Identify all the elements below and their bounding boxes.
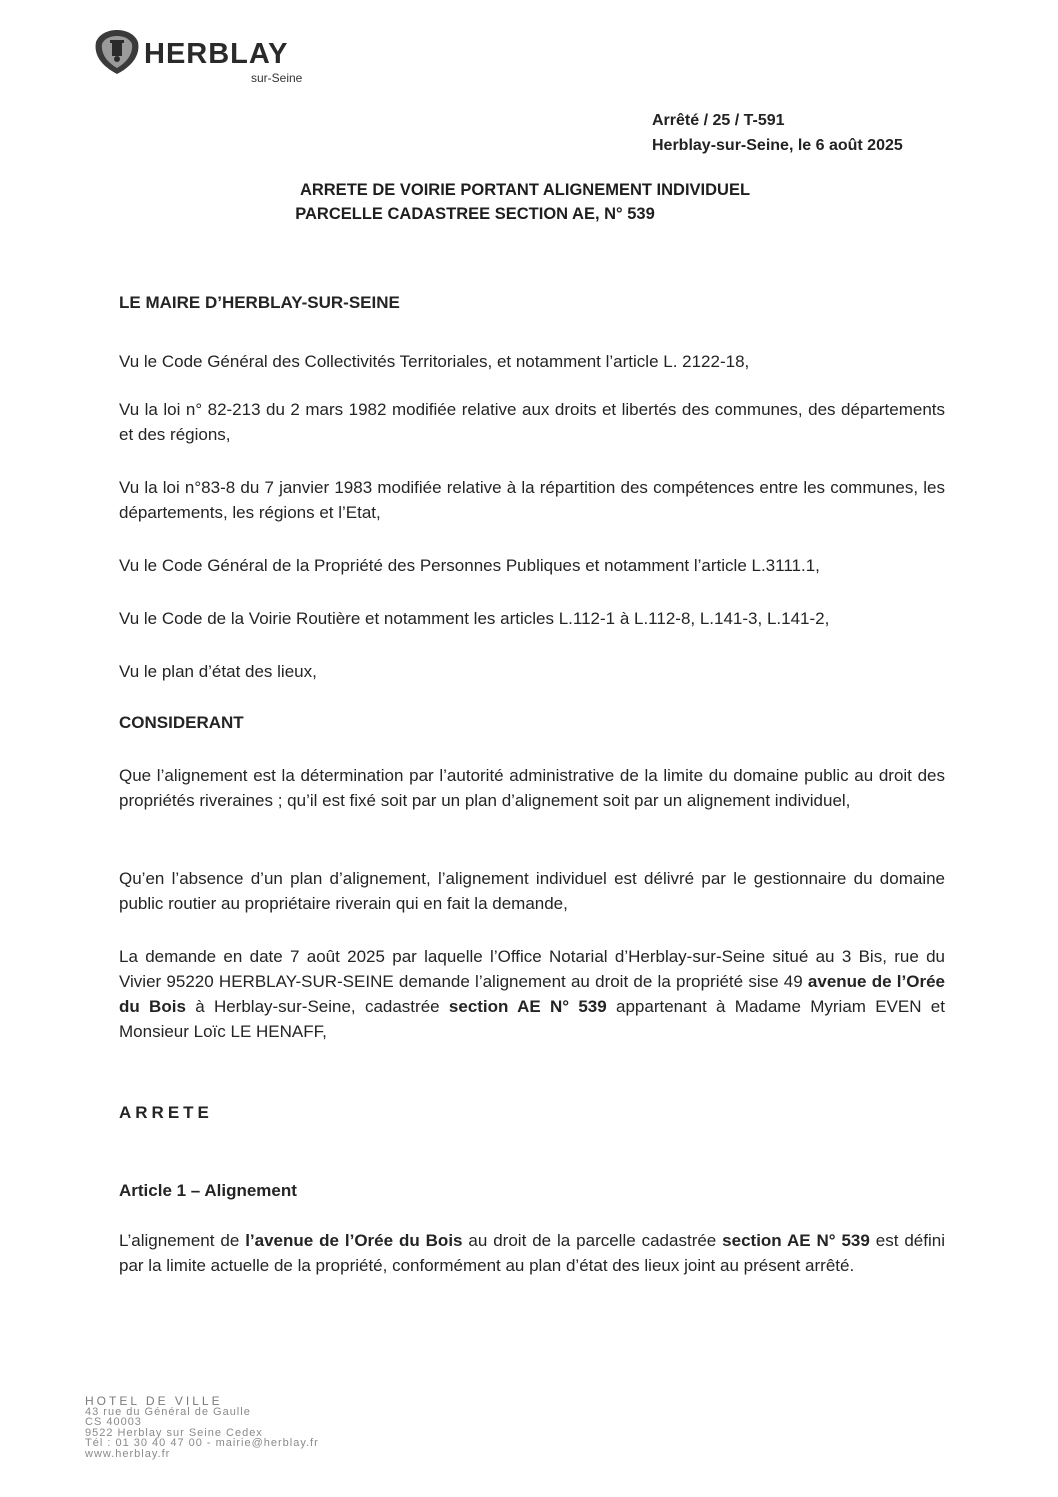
reference-block: [652, 108, 903, 158]
footer-contact: Tél : 01 30 40 47 00 - mairie@herblay.fr: [85, 1437, 319, 1449]
footer-address: [85, 1396, 319, 1459]
logo-subtitle: sur-Seine: [251, 71, 303, 85]
visa-paragraph-4: Vu le Code Général de la Propriété des Personnes Publiques et notamment l’article L.3111.1,: [119, 556, 820, 575]
considerant-heading: CONSIDERANT: [119, 713, 244, 732]
considerant-paragraph-1: Que l’alignement est la détermination par l’autorité administrative de la limite du domaine public au droit des propriétés riveraines ; qu’il est fixé soit par un plan d’alignement soit par un alignement individuel,: [119, 766, 945, 810]
article-1-text: L’alignement de: [119, 1231, 246, 1250]
article-1-street: l’avenue de l’Orée du Bois: [245, 1231, 463, 1250]
street-name: avenue de l’Orée du Bois: [119, 972, 945, 1016]
footer-street: 43 rue du Général de Gaulle: [85, 1405, 251, 1418]
article-1-text-3: est défini par la limite actuelle de la propriété, conformément au plan d’état des lieux joint au présent arrêté.: [119, 1231, 945, 1275]
document-title-line-2: PARCELLE CADASTREE SECTION AE, N° 539: [295, 205, 655, 223]
city-crest-icon: [92, 28, 142, 76]
footer-website: www.herblay.fr: [85, 1447, 171, 1460]
issuer-heading: LE MAIRE D’HERBLAY-SUR-SEINE: [119, 293, 400, 312]
article-1-paragraph: [119, 1228, 945, 1278]
article-1-text-2: au droit de la parcelle cadastrée: [462, 1231, 723, 1250]
parcel-reference: section AE N° 539: [448, 997, 607, 1016]
request-text-2: à Herblay-sur-Seine, cadastrée: [185, 997, 449, 1016]
request-text: La demande en date 7 août 2025 par laquelle l’Office Notarial d’Herblay-sur-Seine situé au 3 Bis, rue du Vivier 95220 HERBLAY-SUR-SEINE demande l’alignement au droit de la propriété sise 49: [119, 947, 945, 991]
footer-cs: CS 40003: [85, 1416, 142, 1428]
article-1-title: Article 1 – Alignement: [119, 1181, 297, 1200]
considerant-paragraph-2: Qu’en l’absence d’un plan d’alignement, l’alignement individuel est délivré par le gestionnaire du domaine public routier au propriétaire riverain qui en fait la demande,: [119, 869, 945, 913]
arrete-heading: ARRETE: [119, 1103, 213, 1122]
footer-title: HOTEL DE VILLE: [85, 1394, 223, 1408]
visa-paragraph-2: Vu la loi n° 82-213 du 2 mars 1982 modifiée relative aux droits et libertés des communes, des départements et des régions,: [119, 400, 945, 444]
footer-city: 9522 Herblay sur Seine Cedex: [85, 1426, 263, 1439]
owners-text: appartenant à Madame Myriam EVEN et Monsieur Loïc LE HENAFF,: [119, 997, 945, 1041]
visa-paragraph-5: Vu le Code de la Voirie Routière et notamment les articles L.112-1 à L.112-8, L.141-3, L.141-2,: [119, 609, 830, 628]
city-logo: [92, 28, 312, 84]
logo-name: HERBLAY: [144, 38, 289, 70]
visa-paragraph-3: Vu la loi n°83-8 du 7 janvier 1983 modifiée relative à la répartition des compétences entre les communes, les départements, les régions et l’Etat,: [119, 478, 945, 522]
document-title-line-1: ARRETE DE VOIRIE PORTANT ALIGNEMENT INDIVIDUEL: [299, 181, 751, 199]
considerant-paragraph-3: [119, 944, 945, 1044]
visa-paragraph-6: Vu le plan d’état des lieux,: [119, 662, 317, 681]
decree-number: Arrêté / 25 / T-591: [652, 112, 785, 129]
visa-paragraph-1: Vu le Code Général des Collectivités Territoriales, et notamment l’article L. 2122-18,: [119, 352, 750, 371]
place-and-date: Herblay-sur-Seine, le 6 août 2025: [652, 137, 903, 154]
article-1-parcel: section AE N° 539: [722, 1231, 870, 1250]
